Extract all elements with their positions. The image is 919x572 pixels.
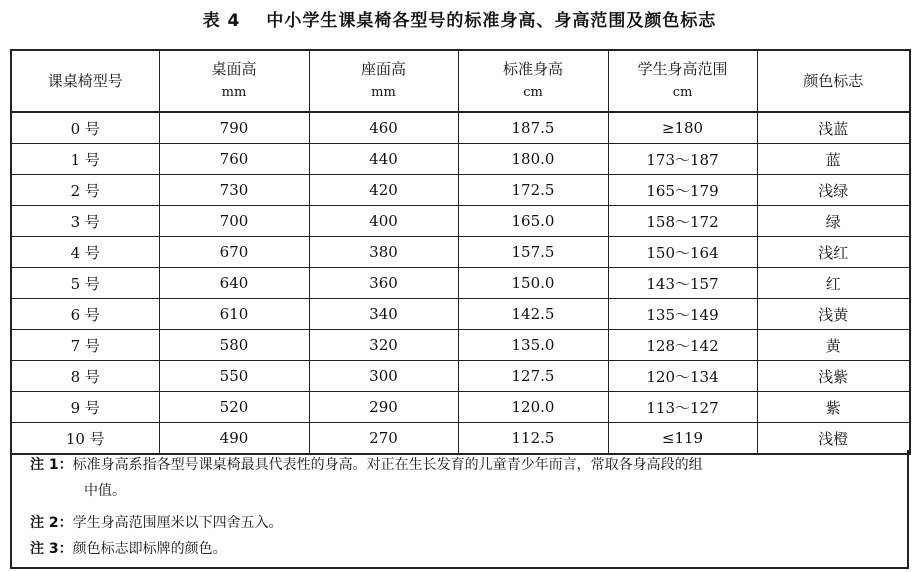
note-label: 注 1： — [30, 457, 73, 473]
table-cell: 135.0 — [458, 330, 608, 361]
header-cell: 桌面高 mm — [159, 50, 309, 112]
note-label: 注 3： — [30, 541, 73, 557]
table-number: 表 4 — [202, 11, 241, 31]
table-cell: 172.5 — [458, 175, 608, 206]
table-row — [11, 206, 910, 237]
table-cell: 790 — [159, 112, 309, 144]
table-cell: 173～187 — [608, 144, 757, 175]
table-cell: 460 — [309, 112, 458, 144]
table-cell: 8 号 — [11, 361, 159, 392]
table-cell: 0 号 — [11, 112, 159, 144]
table-cell: 绿 — [757, 206, 910, 237]
table-cell: ≤119 — [608, 423, 757, 455]
table-cell: 120.0 — [458, 392, 608, 423]
table-cell: 340 — [309, 299, 458, 330]
table-cell: 490 — [159, 423, 309, 455]
table-cell: 640 — [159, 268, 309, 299]
table-cell: 127.5 — [458, 361, 608, 392]
header-cell: 课桌椅型号 — [11, 50, 159, 112]
table-cell: 320 — [309, 330, 458, 361]
table-cell: 10 号 — [11, 423, 159, 455]
table-cell: 400 — [309, 206, 458, 237]
table-cell: 浅橙 — [757, 423, 910, 455]
header-cell: 学生身高范围 cm — [608, 50, 757, 112]
table-row — [11, 237, 910, 268]
table-cell: 黄 — [757, 330, 910, 361]
table-cell: 浅紫 — [757, 361, 910, 392]
table-title — [0, 6, 919, 31]
table-cell: 120～134 — [608, 361, 757, 392]
table-cell: 300 — [309, 361, 458, 392]
table-cell: 1 号 — [11, 144, 159, 175]
table-cell: 165～179 — [608, 175, 757, 206]
table-cell: 浅蓝 — [757, 112, 910, 144]
table-cell: 113～127 — [608, 392, 757, 423]
table-cell: 浅黄 — [757, 299, 910, 330]
header-cell: 标准身高 cm — [458, 50, 608, 112]
table-cell: 158～172 — [608, 206, 757, 237]
note-label: 注 2： — [30, 515, 73, 531]
table-cell: 2 号 — [11, 175, 159, 206]
table-notes — [10, 450, 909, 569]
note-text: 颜色标志即标牌的颜色。 — [72, 541, 227, 557]
table-cell: 440 — [309, 144, 458, 175]
table-cell: ≥180 — [608, 112, 757, 144]
table-cell: 紫 — [757, 392, 910, 423]
table-row — [11, 112, 910, 144]
note-text: 学生身高范围厘米以下四舍五入。 — [72, 515, 283, 531]
table-cell: 5 号 — [11, 268, 159, 299]
table-cell: 420 — [309, 175, 458, 206]
table-cell: 浅红 — [757, 237, 910, 268]
header-row — [11, 50, 910, 112]
note-1 — [30, 452, 703, 504]
table-cell: 760 — [159, 144, 309, 175]
table-cell: 360 — [309, 268, 458, 299]
table-cell: 3 号 — [11, 206, 159, 237]
table-cell: 700 — [159, 206, 309, 237]
table-cell: 112.5 — [458, 423, 608, 455]
table-row — [11, 299, 910, 330]
table-row — [11, 392, 910, 423]
table-cell: 550 — [159, 361, 309, 392]
table-row — [11, 268, 910, 299]
table-cell: 520 — [159, 392, 309, 423]
table-cell: 290 — [309, 392, 458, 423]
table-cell: 4 号 — [11, 237, 159, 268]
table-cell: 红 — [757, 268, 910, 299]
table-cell: 128～142 — [608, 330, 757, 361]
table-cell: 135～149 — [608, 299, 757, 330]
standard-height-table — [10, 49, 911, 455]
table-title-text: 中小学生课桌椅各型号的标准身高、身高范围及颜色标志 — [266, 11, 717, 31]
table-row — [11, 361, 910, 392]
table-cell: 165.0 — [458, 206, 608, 237]
table-cell: 6 号 — [11, 299, 159, 330]
table-cell: 670 — [159, 237, 309, 268]
table-cell: 730 — [159, 175, 309, 206]
table-cell: 150～164 — [608, 237, 757, 268]
table-cell: 9 号 — [11, 392, 159, 423]
note-2 — [30, 510, 283, 536]
table-cell: 180.0 — [458, 144, 608, 175]
table-cell: 7 号 — [11, 330, 159, 361]
table-cell: 143～157 — [608, 268, 757, 299]
table-cell: 187.5 — [458, 112, 608, 144]
table-cell: 142.5 — [458, 299, 608, 330]
table-cell: 610 — [159, 299, 309, 330]
table-row — [11, 330, 910, 361]
table-cell: 580 — [159, 330, 309, 361]
table-cell: 150.0 — [458, 268, 608, 299]
table-cell: 浅绿 — [757, 175, 910, 206]
header-cell: 颜色标志 — [757, 50, 910, 112]
table-row — [11, 175, 910, 206]
table-row — [11, 144, 910, 175]
note-3 — [30, 536, 227, 562]
table-cell: 270 — [309, 423, 458, 455]
note-text-continued: 中值。 — [84, 483, 126, 499]
table-cell: 157.5 — [458, 237, 608, 268]
table-cell: 蓝 — [757, 144, 910, 175]
table-cell: 380 — [309, 237, 458, 268]
header-cell: 座面高 mm — [309, 50, 458, 112]
note-text: 标准身高系指各型号课桌椅最具代表性的身高。对正在生长发育的儿童青少年而言，常取各身高段的组 — [72, 457, 703, 473]
